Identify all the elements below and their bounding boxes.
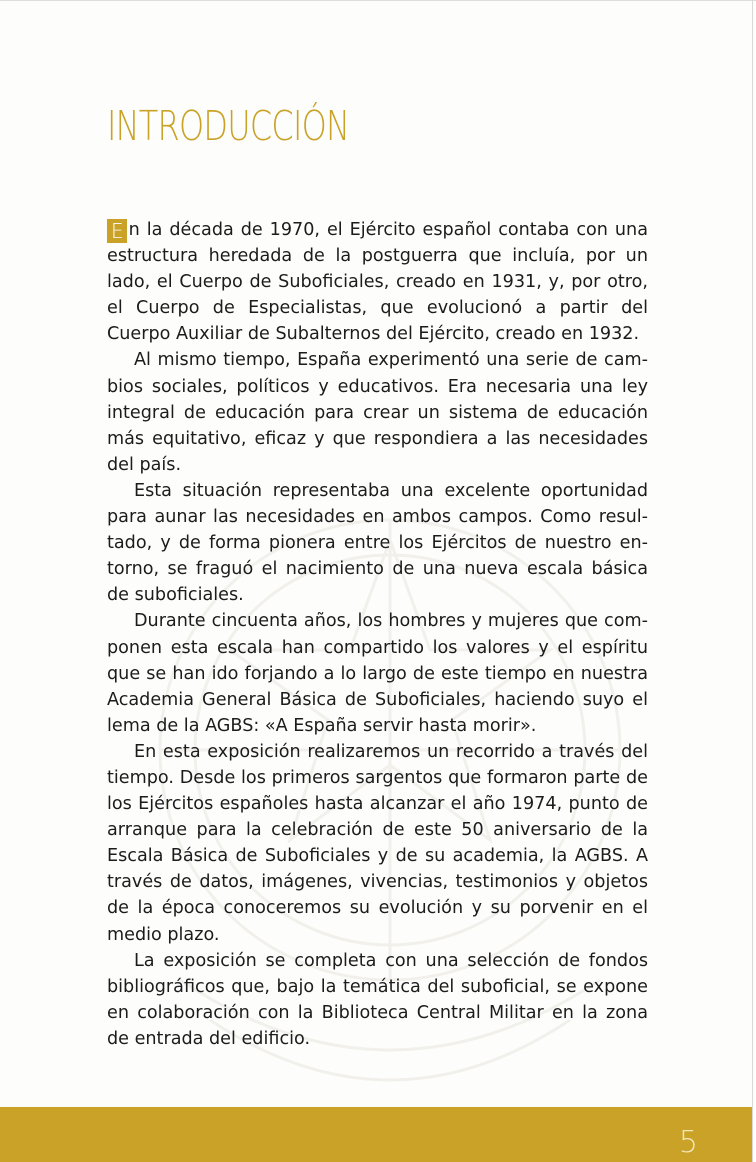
introduction-body <box>107 217 648 1052</box>
paragraph-5: En esta exposición realizaremos un recorrido a través del tiempo. Desde los primeros sargentos que formaron parte de los Ejércitos españoles hasta alcanzar el año 1974, punto de arranque para la celebración de este 50 aniversario de la Escala Básica de Suboficiales y de su academia, la AGBS. A través de datos, imágenes, vivencias, testimonios y objetos de la época conoceremos su evolución y su porvenir en el medio plazo. <box>107 741 648 945</box>
paragraph-4: Durante cincuenta años, los hombres y mujeres que componen esta escala han compartido los valores y el espíritu que se han ido forjando a lo largo de este tiempo en nuestra Academia General Básica de Suboficiales, haciendo suyo el lema de la AGBS: «A España servir hasta morir». <box>107 611 648 736</box>
paragraph-6: La exposición se completa con una selección de fondos bibliográficos que, bajo la temática del suboficial, se expone en colaboración con la Biblioteca Central Militar en la zona de entrada del edificio. <box>107 950 648 1049</box>
paragraph-2: Al mismo tiempo, España experimentó una serie de cambios sociales, políticos y educativos. Era necesaria una ley integral de educación para crear un sistema de educación más equitativo, eficaz y que respondiera a las necesidades del país. <box>107 350 648 475</box>
drop-cap: E <box>107 219 127 243</box>
paragraph-3: Esta situación representaba una excelente oportunidad para aunar las necesidades en ambos campos. Como resultado, y de forma pionera entre los Ejércitos de nuestro entorno, se fraguó el nacimiento de una nueva escala básica de suboficiales. <box>107 480 648 606</box>
paragraph-1-text: n la década de 1970, el Ejército español contaba con una estructura heredada de la postguerra que incluía, por un lado, el Cuerpo de Suboficiales, creado en 1931, y, por otro, el Cuerpo de Especialistas, que evolucionó a partir del Cuerpo Auxiliar de Subalternos del Ejército, creado en 1932. <box>107 220 648 345</box>
page-top-edge <box>0 0 756 1</box>
page-right-edge <box>752 0 753 1162</box>
footer-band <box>0 1107 752 1162</box>
page-number: 5 <box>678 1125 698 1160</box>
paragraph-1 <box>107 217 648 347</box>
page-title: INTRODUCCIÓN <box>107 102 350 150</box>
